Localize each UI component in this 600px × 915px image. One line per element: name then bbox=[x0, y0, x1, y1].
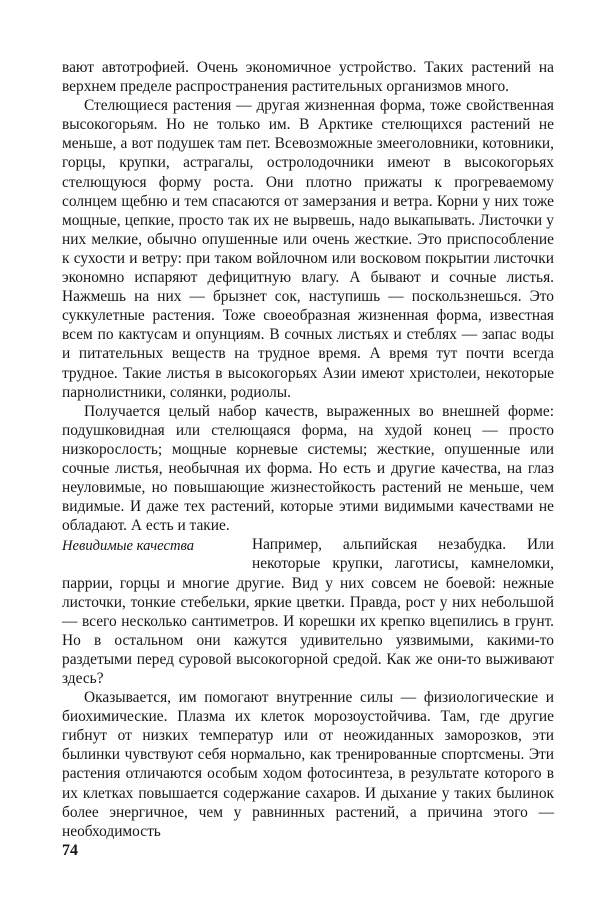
paragraph-nezabudka: Например, альпийская незабудка. Или некоторые крупки, лаготисы, камнеломки, паррии, горцы и многие другие. Вид у них совсем не боевой: нежные листочки, тонкие стебельки, яркие цветки. Правда, рост у них небольшой — всего несколько сантиметров. И корешки их крепко вцепились в грунт. Но в остальном они кажутся удивительно уязвимыми, какими-то раздетыми перед суровой высокогорной средой. Как же они-то выживают здесь? bbox=[62, 536, 554, 687]
paragraph-continued: вают автотрофией. Очень экономичное устройство. Таких растений на верхнем пределе распространения растительных организмов много. bbox=[62, 59, 554, 96]
text-body bbox=[62, 58, 554, 841]
paragraph-kachestva: Получается целый набор качеств, выраженных во внешней форме: подушковидная или стелющаяся форма, на худой конец — просто низкорослость; мощные корневые системы; жесткие, опушенные или сочные листья, необычная их форма. Но есть и другие качества, на глаз неуловимые, но повышающие жизнестойкость растений не меньше, чем видимые. И даже тех растений, которые этими видимыми качествами не обладают. А есть и такие. bbox=[62, 402, 554, 535]
side-heading: Невидимые качества bbox=[62, 538, 195, 555]
paragraph-sily: Оказывается, им помогают внутренние силы — физиологические и биохимические. Плазма их клеток морозоустойчива. Там, где другие гибнут от низких температур или от неожиданных заморозков, эти былинки чувствуют себя нормально, как тренированные спортсмены. Эти растения отличаются особым ходом фотосинтеза, в результате которого в их клетках повышается содержание сахаров. И дыхание у таких былинок более энергичное, чем у равнинных растений, а причина этого — необходимость bbox=[62, 689, 554, 840]
paragraph-stelyushchiesya: Стелющиеся растения — другая жизненная форма, тоже свойственная высокогорьям. Но не только им. В Арктике стелющихся растений не меньше, а вот подушек там пет. Всевозможные змееголовники, котовники, горцы, крупки, астрагалы, остролодочники имеют в высокогорьях стелющуюся форму роста. Они плотно прижаты к прогреваемому солнцем щебню и тем спасаются от замерзания и ветра. Корни у них тоже мощные, цепкие, просто так их не вырвешь, надо выкапывать. Листочки у них мелкие, обычно опушенные или очень жесткие. Это приспособление к сухости и ветру: при таком войлочном или восковом покрытии листочки экономно испаряют дефицитную влагу. А бывают и сочные листья. Нажмешь на них — брызнет сок, наступишь — поскользнешься. Это суккулетные растения. Тоже своеобразная жизненная форма, известная всем по кактусам и опунциям. В сочных листьях и стеблях — запас воды и питательных веществ на трудное время. А время тут почти всегда трудное. Такие листья в высокогорьях Азии имеют христолеи, некоторые парнолистники, солянки, родиолы. bbox=[62, 97, 554, 401]
section-nevidimye bbox=[62, 535, 554, 688]
page-number: 74 bbox=[62, 842, 78, 859]
